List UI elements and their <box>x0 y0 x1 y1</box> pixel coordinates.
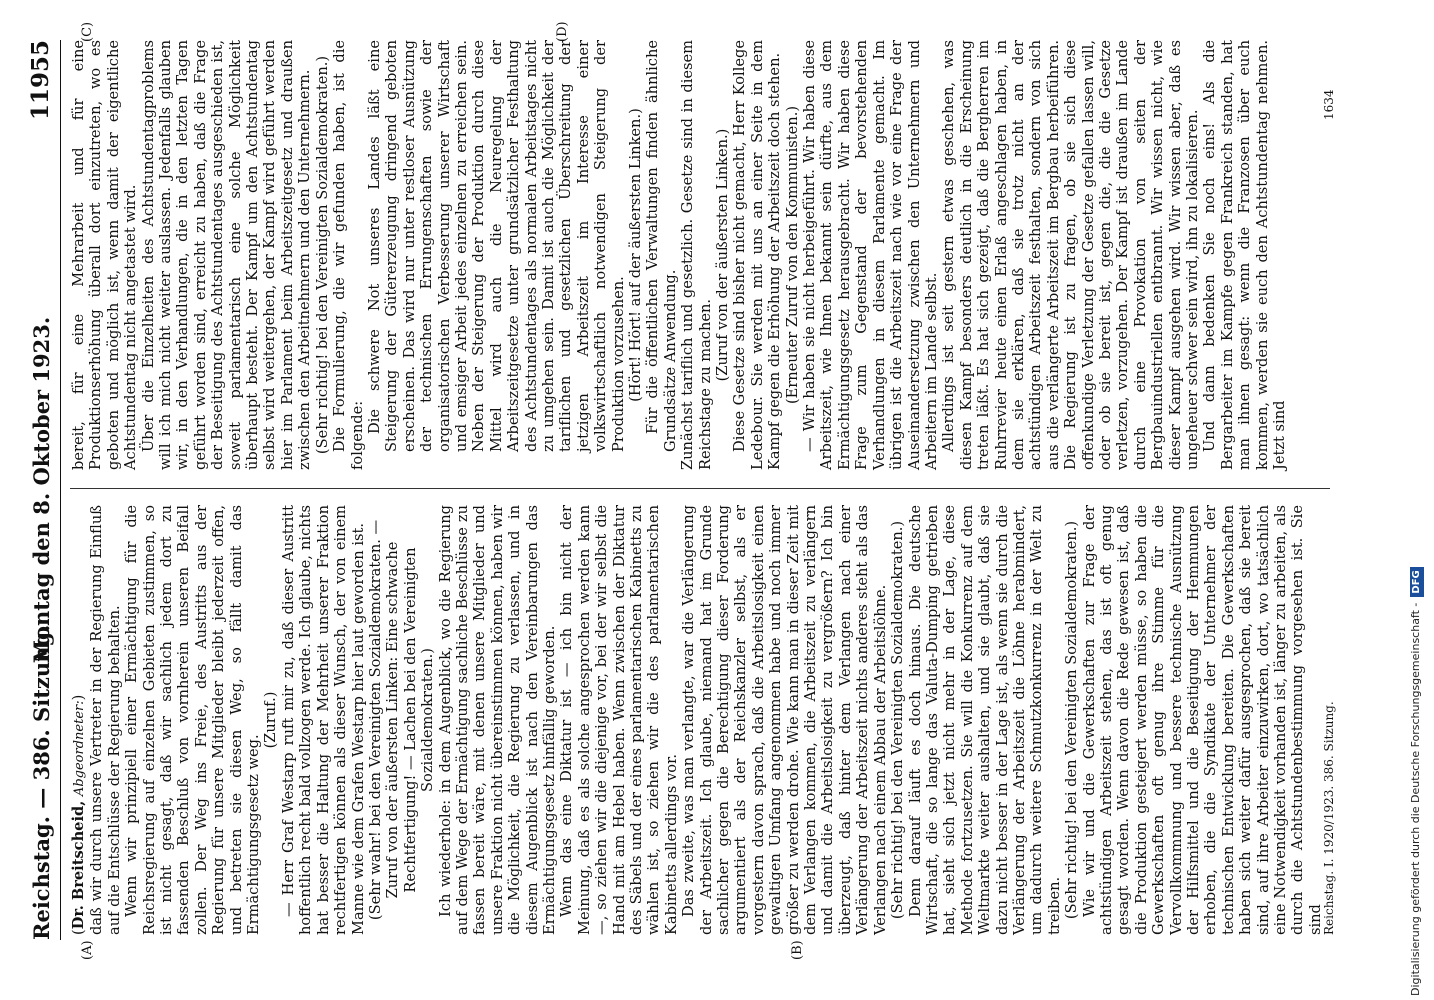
interjection: (Zuruf von der äußersten Linken.) <box>714 128 732 382</box>
speaker-role: Abgeordneter: <box>72 700 87 797</box>
paragraph: — Herr Graf Westarp ruft mir zu, daß dieser Austritt hoffentlich recht bald vollzogen werde. Ich glaube, nichts hat besser die Haltung der Mehrheit unserer Fraktion rechtfertigen können als dieser Wunsch, der von einem Manne wie dem Grafen Westarp hier laut geworden ist. <box>279 505 367 935</box>
paragraph: Die Formulierung, die wir gefunden haben, ist die folgende: <box>331 40 366 470</box>
paragraph: Wie wir und die Gewerkschaften zur Frage der achtstündigen Arbeitszeit stehen, das ist oft genug gesagt worden. Wenn davon die Rede gewesen ist, daß die Produktion gesteigert werden müsse, so haben die Gewerkschaften oft genug ihre Stimme für die Vervollkommnung und bessere technische Ausnützung der Hilfsmittel und die Beseitigung der Hemmungen erhoben, die die Syndikate der Unternehmer der technischen Entwicklung bereiten. Die Gewerkschaften haben sich weiter dafür ausgesprochen, daß sie bereit sind, auf ihre Arbeiter einzuwirken, dort, wo tatsächlich eine Notwendigkeit vorhanden ist, länger zu arbeiten, als durch die Achtstundenbestimmung vorgesehen ist. Sie sind <box>1080 505 1324 935</box>
paragraph: daß wir durch unsere Vertreter in der Regierung Einfluß auf die Entschlüsse der Regierung behalten. <box>88 505 123 935</box>
margin-marker-b: (B) <box>790 940 805 960</box>
paragraph: Das zweite, was man verlangte, war die Verlängerung der Arbeitszeit. Ich glaube, niemand hat im Grunde sachlicher gegen die Berechtigung dieser Forderung argumentiert als der Reichskanzler selbst, als er vorgestern davon sprach, daß die Arbeitslosigkeit einen gewaltigen Umfang angenommen habe und noch immer größer zu werden drohe. Wie kann man in dieser Zeit mit dem Verlangen kommen, die Arbeitszeit zu verlängern und damit die Arbeitslosigkeit zu vergrößern? Ich bin überzeugt, daß hinter dem Verlangen nach einer Verlängerung der Arbeitszeit nichts anderes steht als das Verlangen nach einem Abbau der Arbeitslöhne. <box>680 505 889 935</box>
credit-text: Digitalisierung gefördert durch die Deutsche Forschungsgemeinschaft - <box>1409 602 1422 996</box>
right-text-column <box>70 40 1320 470</box>
left-text-column <box>70 505 1324 935</box>
interjection: (Hört! Hört! auf der äußersten Linken.) <box>627 108 644 402</box>
speaker-name: Dr. Breitscheid, <box>70 800 87 930</box>
interjection: (Sehr richtig! bei den Vereinigten Sozialdemokraten.) <box>889 520 907 920</box>
header-date: Montag den 8. Oktober 1923. <box>29 316 54 664</box>
paragraph: Wenn das eine Diktatur ist — ich bin nicht der Meinung, daß es als solche angesprochen werden kann —, so ziehen wir die diejenige vor, bei der wir selbst die Hand mit am Hebel haben. Wenn zwischen der Diktatur des Säbels und der eines parlamentarischen Kabinetts zu wählen ist, so ziehen wir die des parlamentarischen Kabinetts allerdings vor. <box>558 505 680 935</box>
paragraph: — Wir haben sie nicht herbeigeführt. Wir haben diese Arbeitszeit, wie Ihnen bekannt sein dürfte, aus dem Ermächtigungsgesetz herausgebracht. Wir haben diese Frage zum Gegenstand der bevorstehenden Verhandlungen in diesem Parlamente gemacht. Im übrigen ist die Arbeitszeit nach wie vor eine Frage der Auseinandersetzung zwischen den Unternehmern und Arbeitern im Lande selbst. <box>801 40 940 470</box>
paragraph: Zunächst tariflich und gesetzlich. Gesetze sind in diesem Reichstage zu machen. <box>679 40 714 470</box>
interjection: (Zuruf.) <box>262 691 280 749</box>
paragraph: Allerdings ist seit gestern etwas geschehen, was diesen Kampf besonders deutlich in die Erscheinung treten läßt. Es hat sich gezeigt, daß die Bergherren im Ruhrrevier heute einen Erlaß angeschlagen haben, in dem sie erklären, daß sie trotz nicht an der achtstündigen Arbeitszeit festhalten, sondern von sich aus die verlängerte Arbeitszeit im Bergbau herbeiführen. Die Regierung ist zu fragen, ob sie sich diese offenkundige Verletzung der Gesetze gefallen lassen will, oder ob sie bereit ist, gegen die, die die Gesetze verletzen, vorzugehen. Der Kampf ist draußen im Lande durch eine Provokation von seiten der Bergbauindustriellen entbrannt. Wir wissen nicht, wie dieser Kampf ausgehen wird. Wir wissen aber, daß es ungeheuer schwer sein wird, ihn zu lokalisieren. <box>940 40 1201 470</box>
quoted-formulation: Für die öffentlichen Verwaltungen finden ähnliche Grundsätze Anwendung. <box>644 40 679 452</box>
interjection: (Sehr richtig! bei den Vereinigten Sozialdemokraten.) <box>1063 520 1081 920</box>
footer-page-number: 1634 <box>1322 89 1336 120</box>
margin-marker-d: (D) <box>555 21 570 42</box>
paragraph: Wenn wir prinzipiell einer Ermächtigung für die Reichsregierung auf einzelnen Gebieten zustimmen, so ist nicht gesagt, daß wir sachlich jedem dort zu fassenden Beschluß von vornherein unseren Beifall zollen. Der Weg ins Freie, des Austritts aus der Regierung für unsere Mitglieder bleibt jederzeit offen, und betreten sie diesen Weg, so fällt damit das Ermächtigungsgesetz weg. <box>123 505 263 935</box>
interjection: (Sehr richtig! bei den Vereinigten Sozialdemokraten.) <box>313 55 331 455</box>
page-header <box>20 40 61 940</box>
paragraph: bereit, für eine Mehrarbeit und für eine Produktionserhöhung überall dort einzutreten, wo es geboten und möglich ist, wenn damit der eigentliche Achtstundentag nicht angetastet wird. <box>70 40 140 470</box>
paragraph: Diese Gesetze sind bisher nicht gemacht, Herr Kollege Ledebour. Sie werden mit uns an einer Seite in dem Kampf gegen die Erhöhung der Arbeitszeit doch stehen. <box>731 40 784 470</box>
paragraph: Denn darauf läuft es doch hinaus. Die deutsche Wirtschaft, die so lange das Valuta-Dumping getrieben hat, sieht sich jetzt nicht mehr in der Lage, diese Methode fortzusetzen. Sie will die Konkurrenz auf dem Weltmarkte weiter aushalten, und sie glaubt, daß sie dazu nicht besser in der Lage ist, als wenn sie durch die Verlängerung der Arbeitszeit die Löhne herabmindert, um dadurch weitere Schmutzkonkurrenz in der Welt zu treiben. <box>906 505 1063 935</box>
page-footer: Reichstag. I. 1920/1923. 386. Sitzung. <box>1322 701 1336 935</box>
interjection: (Erneuter Zuruf von den Kommunisten.) <box>783 105 801 405</box>
interjection: (Sehr wahr! bei den Vereinigten Sozialdemokraten. — Zuruf von der äußersten Linken: Eine schwache Rechtfertigung! — Lachen bei den Vereinigten Sozialdemokraten.) <box>366 519 437 921</box>
quoted-formulation: Die schwere Not unseres Landes läßt eine Steigerung der Gütererzeugung dringend geboten erscheinen. Das wird nur unter restloser Ausnützung der technischen Errungenschaften sowie der organisatorischen Verbesserung unserer Wirtschaft und emsiger Arbeit jedes einzelnen zu erreichen sein. Neben der Steigerung der Produktion durch diese Mittel wird auch die Neuregelung der Arbeitszeitgesetze unter grundsätzlicher Festhaltung des Achtstundentages als normalen Arbeitstages nicht zu umgehen sein. Damit ist auch die Möglichkeit der tariflichen und gesetzlichen Überschreitung der jetzigen Arbeitszeit im Interesse einer volkswirtschaftlich notwendigen Steigerung der Produktion vorzusehen. <box>365 40 627 452</box>
dfg-logo: DFG <box>1410 567 1424 596</box>
header-left-title: Reichstag. — 386. Sitzung. <box>29 624 54 940</box>
digitization-credit <box>1405 4 1427 996</box>
speaker-line: (Dr. Breitscheid, Abgeordneter:) <box>70 694 87 935</box>
column-divider <box>70 488 1330 489</box>
paragraph: Und dann bedenken Sie noch eins! Als die Bergarbeiter im Kampfe gegen Frankreich standen, hat man ihnen gesagt: wenn die Franzosen über euch kommen, werden sie euch den Achtstundentag nehmen. Jetzt sind <box>1201 40 1289 470</box>
margin-marker-a: (A) <box>80 940 95 960</box>
paragraph: Über die Einzelheiten des Achtstundentagproblems will ich mich nicht weiter auslassen. Jedenfalls glauben wir, in den Verhandlungen, die in den letzten Tagen geführt worden sind, erreicht zu haben, daß die Frage der Beseitigung des Achtstundentages ausgeschieden ist, soweit parlamentarisch eine solche Möglichkeit überhaupt besteht. Der Kampf um den Achtstundentag selbst wird weitergehen, der Kampf wird geführt werden hier im Parlament beim Arbeitszeitgesetz und draußen zwischen den Arbeitnehmern und den Unternehmern. <box>139 40 314 470</box>
margin-marker-c: (C) <box>80 21 95 42</box>
header-page-number: 11955 <box>27 40 54 121</box>
paragraph: Ich wiederhole: in dem Augenblick, wo die Regierung auf dem Wege der Ermächtigung sachliche Beschlüsse zu fassen bereit wäre, mit denen unsere Mitglieder und unsere Fraktion nicht übereinstimmen können, haben wir die Möglichkeit, die Regierung zu verlassen, und in diesem Augenblick ist nach den Vereinbarungen das Ermächtigungsgesetz hinfällig geworden. <box>436 505 558 935</box>
